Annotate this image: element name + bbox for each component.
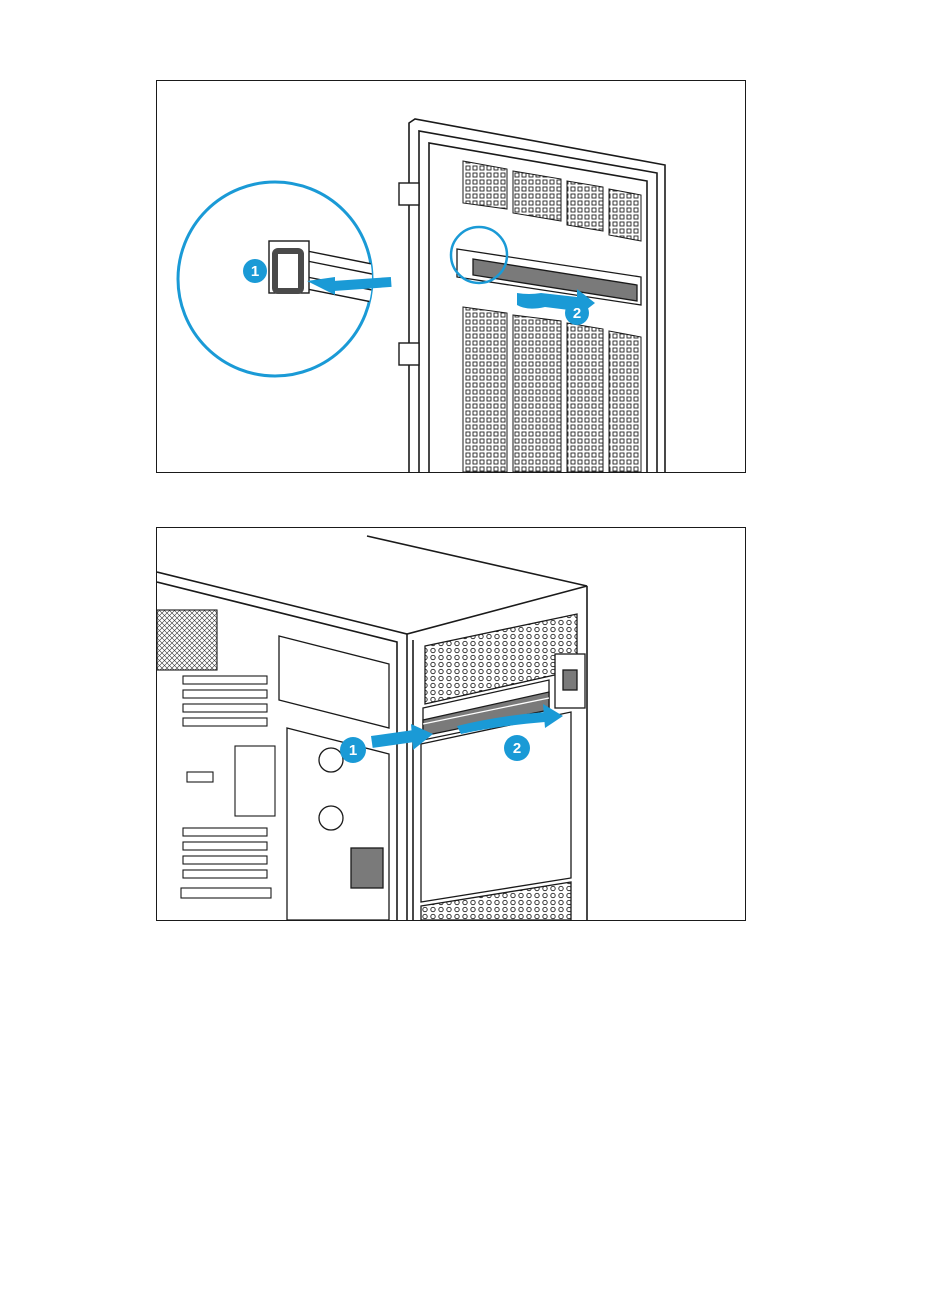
bay-latch [555,654,585,708]
bezel-vents [463,161,641,472]
bezel-line-art [157,81,745,472]
illustration-bay-cover-removal [156,527,746,921]
front-bays [421,614,577,920]
chassis-line-art [157,528,745,920]
step-number-2: 2 [512,740,522,757]
step-badge-1 [243,259,267,283]
illustration-bezel-removal [156,80,746,473]
step-badge-2 [504,735,530,761]
step-number-1: 1 [250,263,260,280]
motherboard [157,610,275,898]
step-number-1: 1 [348,742,358,759]
step-badge-1 [340,737,366,763]
drive-cage [279,636,389,920]
step-number-2: 2 [572,305,582,322]
step-badge-2 [565,301,589,325]
